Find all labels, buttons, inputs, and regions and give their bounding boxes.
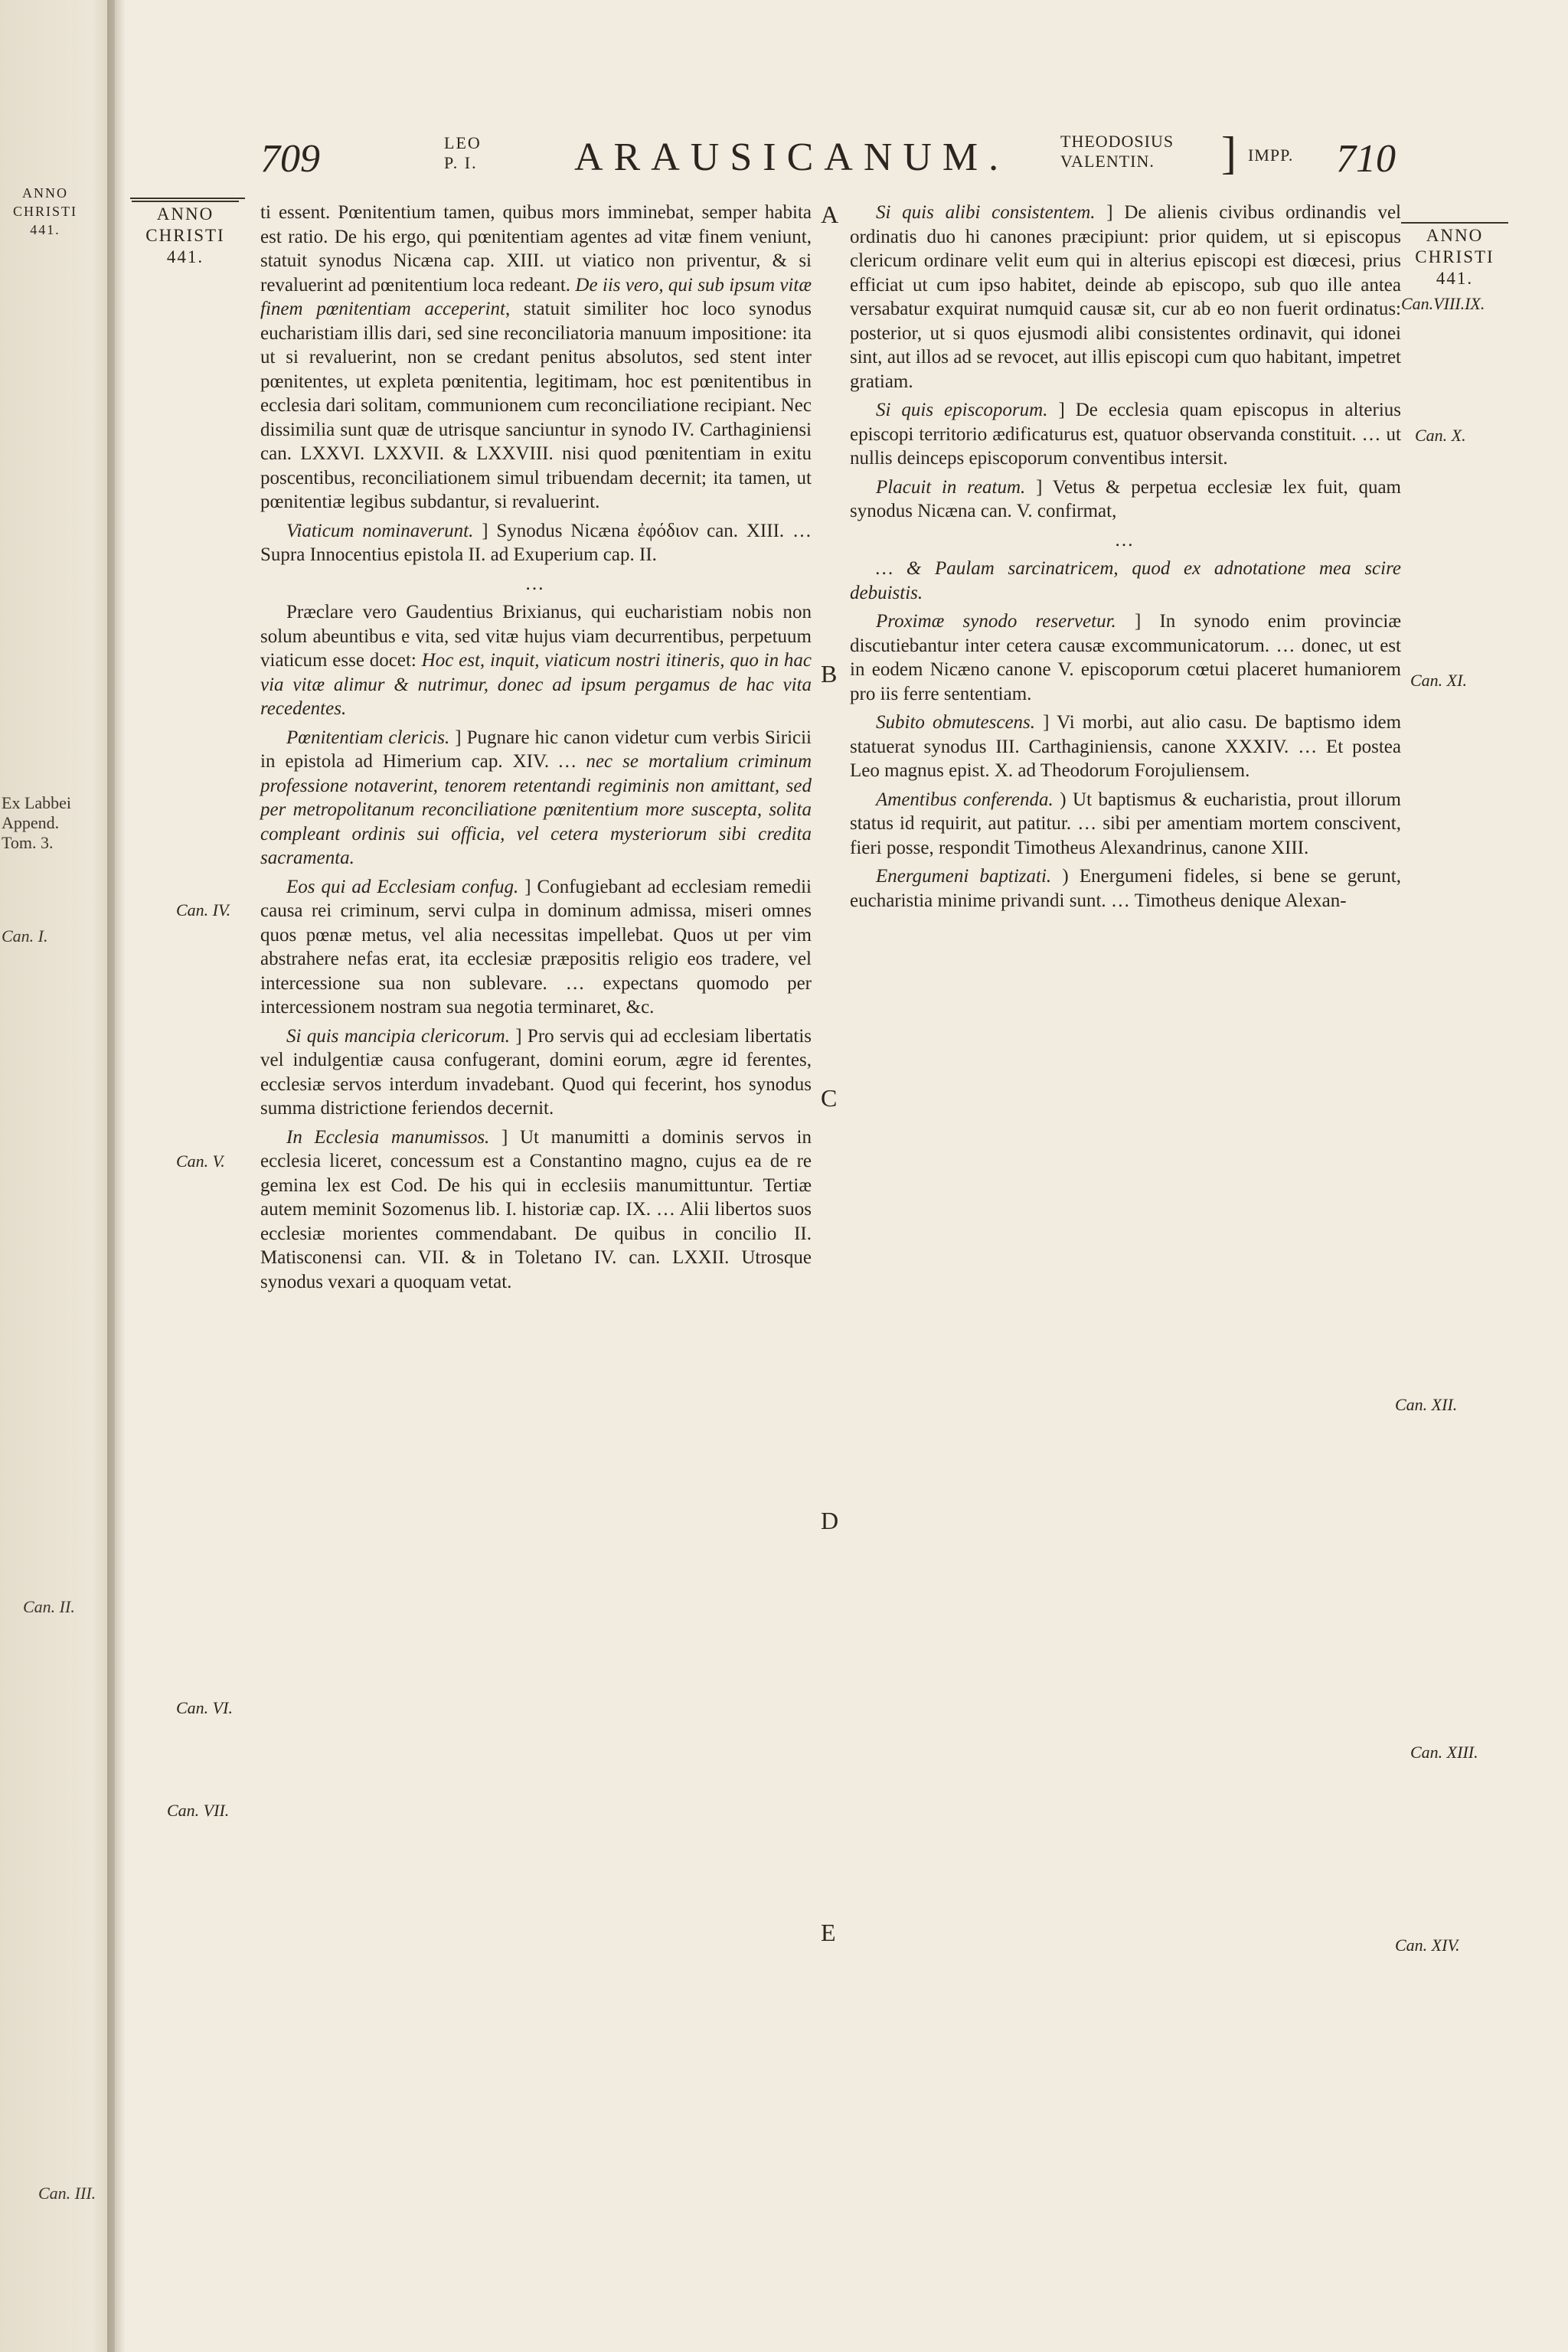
edge-ex-labbei [2, 793, 71, 853]
running-title: ARAUSICANUM. [574, 136, 1010, 179]
section-letter-b: B [821, 660, 838, 688]
text-run: ] Pugnare hic canon videtur cum verbis Siricii in epistola ad Himerium cap. XIV. [260, 727, 812, 772]
left-christi-word: CHRISTI [145, 226, 225, 245]
left-year: 441. [166, 247, 204, 266]
left-paragraph-6 [260, 1125, 812, 1295]
binding-shadow [107, 0, 126, 2352]
margin-can-xiii: Can. XIII. [1410, 1743, 1478, 1762]
text-run-italic: … & Paulam sarcinatricem, quod ex adnotatione mea scire debuistis. [850, 558, 1401, 603]
left-paragraph-3 [260, 726, 812, 871]
left-column-number: 709 [260, 137, 320, 181]
valentinian-line: VALENTIN. [1060, 152, 1155, 171]
text-run: ti essent. Pœnitentium tamen, quibus mors imminebat, semper habita est ratio. De his ergo, qui pœnitentiam agentes ad vitæ finem veniunt, statuit synodus Nicæna cap. XIII. ut viatico non priventur, & si revaluerint ad pœnitentium loca redeant. [260, 202, 812, 296]
edge-year: 441. [30, 222, 60, 237]
edge-anno: ANNO [22, 185, 68, 201]
text-run: ] De alienis civibus ordinandis vel ordinatis duo hi canones præcipiunt: prior quidem, ut si episcopus clericum ordinare velit eum qui in alterius episcopi est diœcesi, prius efficiat ut cum ipso habitet, deinde ab episcopo, sub quo ille antea versabatur exquirat numquid causæ sit, cur ab eo non fuerit ordinatus: [850, 202, 1401, 319]
right-paragraph-3 [850, 475, 1401, 524]
right-paragraph-7 [850, 864, 1401, 913]
lemma: Subito obmutescens. [876, 712, 1036, 733]
lemma: Amentibus conferenda. [876, 789, 1054, 810]
emperors-label [1060, 132, 1174, 172]
lemma: Viaticum nominaverunt. [286, 520, 474, 541]
lemma: Si quis alibi consistentem. [876, 202, 1096, 223]
right-paragraph-3-end [850, 557, 1401, 605]
right-paragraph-6 [850, 788, 1401, 861]
text-run: ] In synodo enim provinciæ discutiebantur inter cetera causæ excommunicatorum. [850, 611, 1402, 656]
text-run: … donec, ut est in eodem Nicæno canone V. episcoporum cœtui placeret humaniorem pro iis ferre sententiam. [850, 635, 1401, 704]
right-paragraph-1 [850, 201, 1401, 394]
text-run: posterior, ut si quos ejusmodi alibi consistentes ordinavit, qui idonei sint, aut illos ad se revocet, aut illis episcopi cum quo habitant, impetret gratiam. [850, 322, 1401, 392]
text-run: … Timotheus denique Alexan- [1110, 890, 1347, 911]
lemma: Si quis mancipia clericorum. [286, 1025, 510, 1047]
lemma: Proximæ synodo reservetur. [876, 611, 1116, 632]
theodosius-line: THEODOSIUS [1060, 132, 1174, 151]
right-abridged-marker: … [1114, 529, 1137, 550]
right-column-number: 710 [1336, 137, 1396, 181]
text-run: ] Pro servis qui ad ecclesiam libertatis vel indulgentiæ causa confugerant, domini eorum, ægre id ferentes, ecclesiæ servos interdum invadebant. Quod qui fecerint, hos synodus summa districtione feriendos decernit. [260, 1025, 812, 1119]
edge-can-iii: Can. III. [38, 2184, 96, 2203]
margin-can-vi: Can. VI. [176, 1698, 233, 1717]
text-run: … ut nullis deinceps episcoporum conventibus intersit. [850, 423, 1401, 469]
margin-can-iv: Can. IV. [176, 900, 231, 920]
left-anno-word: ANNO [132, 201, 239, 225]
edge-christi: CHRISTI [12, 204, 77, 219]
left-paragraph-2-end [260, 600, 812, 721]
margin-can-xiv: Can. XIV. [1395, 1936, 1460, 1955]
impp-label: IMPP. [1248, 145, 1294, 165]
text-run: , statuit similiter hoc loco synodus eucharistiam illis dari, sed sine reconciliatoria manuum impositione: ita ut si revaluerint, non se credant penitus absolutos, sed stent inter pœnitentes, ut expleta pœnitentia, legitimam, hoc est pœnitentibus in ecclesia dari solitam, communionem cum reconciliatione recipiant. Nec dissimilia sunt quæ de utrisque sanciuntur in synodo IV. Carthaginiensi can. LXXVI. LXXVII. & LXXVIII. nisi quod pœnitentiam in exitu poscentibus, reconciliationem simul tribuendam decernit; ita tamen, ut pœnitentiæ legibus subdantur, si revaluerint. [260, 299, 812, 512]
section-letter-e: E [821, 1919, 836, 1946]
edge-tom-line: Tom. 3. [2, 833, 54, 852]
text-run: … Et postea Leo magnus epist. X. ad Theodorum Forojuliensem. [850, 736, 1401, 781]
text-run-italic: De iis vero, qui sub ipsum vitæ finem pœnitentiam acceperint [260, 274, 812, 319]
lemma: Placuit in reatum. [876, 476, 1026, 498]
text-run: … sibi per amentiam mortem conscivent, fieri posse, respondit Timotheus Alexandrinus, canone XIII. [850, 813, 1401, 858]
previous-page-year-note [3, 184, 87, 239]
previous-page-edge [0, 0, 115, 2352]
section-letter-a: A [821, 201, 839, 228]
text-run: ] Ut manumitti a dominis servos in ecclesia liceret, concessum est a Constantino magno, cujus ea de re gemina lex est Cod. De his qui in ecclesiis manumittuntur. Tertiæ autem meminit Sozomenus lib. I. historiæ cap. IX. [260, 1126, 812, 1220]
page-header [260, 130, 1455, 199]
left-text-column [260, 201, 812, 1298]
right-anno-word: ANNO [1401, 222, 1508, 247]
left-paragraph-2 [260, 519, 812, 567]
text-run-italic: … nec se mortalium criminum professione notaverint, tenorem retentandi regiminis non amittant, sed per metropolitanum reconciliatione pœnitentium more suscepta, solita compleant ordinis sui officia, vel cetera mysteriorum sibi credita sacramenta. [260, 751, 812, 868]
text-run: ] Vetus & perpetua ecclesiæ lex fuit, quam synodus Nicæna can. V. confirmat, [850, 476, 1402, 521]
section-letter-c: C [821, 1084, 838, 1112]
left-paragraph-5 [260, 1024, 812, 1121]
lemma: In Ecclesia manumissos. [286, 1126, 490, 1148]
left-paragraph-4 [260, 875, 812, 1020]
edge-ex-labbei-line: Ex Labbei [2, 793, 72, 812]
right-year-note [1401, 222, 1508, 289]
text-run: ] Synodus Nicæna ἐφόδιον can. XIII. … Supra Innocentius epistola II. ad Exuperium cap. II. [260, 520, 812, 565]
text-run-italic: Hoc est, inquit, viaticum nostri itineris, quo in hac via vitæ alimur & nutrimur, donec ad ipsum pergamus de hac vita recedentes. [260, 650, 812, 719]
right-paragraph-2 [850, 398, 1401, 471]
edge-append-line: Append. [2, 813, 60, 832]
lemma: Pœnitentiam clericis. [286, 727, 450, 748]
right-text-column [850, 201, 1401, 917]
leo-label [444, 133, 482, 173]
header-bracket: ] [1221, 128, 1236, 178]
lemma: Eos qui ad Ecclesiam confug. [286, 876, 519, 897]
left-anno-rule [130, 198, 245, 199]
leo-line: LEO [444, 133, 482, 152]
text-run: ] De ecclesia quam episcopus in alterius episcopi territorio ædificaturus est, quatuor observanda constituit. [850, 400, 1401, 445]
margin-can-xi: Can. XI. [1410, 671, 1467, 690]
right-paragraph-4 [850, 609, 1401, 706]
lemma: Energumeni baptizati. [876, 866, 1052, 887]
left-abridged-marker: … [524, 573, 547, 594]
text-run: ] Confugiebant ad ecclesiam remedii causa rei criminum, servi culpa in dominum admissa, miseri omnes quos pœnæ metus, vel alia necessitas impellebat. Quos ut per vim abstrahere nefas erat, ita ecclesiæ præpositis religio eos tradere, vel intercessione sua non sublevare. [260, 876, 812, 994]
left-year-note [132, 201, 239, 268]
pontificate-line: P. I. [444, 153, 478, 172]
right-christi-word: CHRISTI [1415, 247, 1494, 266]
margin-can-x: Can. X. [1415, 426, 1466, 445]
margin-can-viii-ix: Can.VIII.IX. [1401, 294, 1485, 313]
edge-can-ii: Can. II. [23, 1597, 75, 1616]
margin-can-vii: Can. VII. [167, 1801, 230, 1820]
section-letter-d: D [821, 1507, 839, 1534]
right-year: 441. [1436, 269, 1474, 288]
margin-can-xii: Can. XII. [1395, 1395, 1458, 1414]
right-paragraph-5 [850, 710, 1401, 783]
text-run: ] Vi morbi, aut alio casu. De baptismo idem statuerat synodus III. Carthaginiensis, canone XXXIV. [850, 712, 1402, 757]
edge-can-i: Can. I. [2, 926, 48, 946]
text-run: ) Energumeni fideles, si bene se gerunt, eucharistia minime privandi sunt. [850, 866, 1401, 911]
text-run: … expectans quomodo per intercessionem nostram sua negotia terminaret, &c. [260, 972, 812, 1018]
text-run: … Alii libertos suos ecclesiæ morientes commendabant. De quibus in concilio II. Matisconensi can. VII. & in Toletano IV. can. LXXII. Utrosque synodus vexari a quoquam vetat. [260, 1199, 812, 1292]
text-run: ) Ut baptismus & eucharistia, prout illorum status id requirit, aut patitur. [850, 789, 1401, 834]
margin-can-v: Can. V. [176, 1152, 225, 1171]
text-run: Præclare vero Gaudentius Brixianus, qui eucharistiam nobis non solum abeuntibus e vita, sed vitæ hujus viam decurrentibus, perpetuum viaticum esse docet: [260, 602, 812, 671]
lemma: Si quis episcoporum. [876, 400, 1048, 420]
left-paragraph-1 [260, 201, 812, 514]
